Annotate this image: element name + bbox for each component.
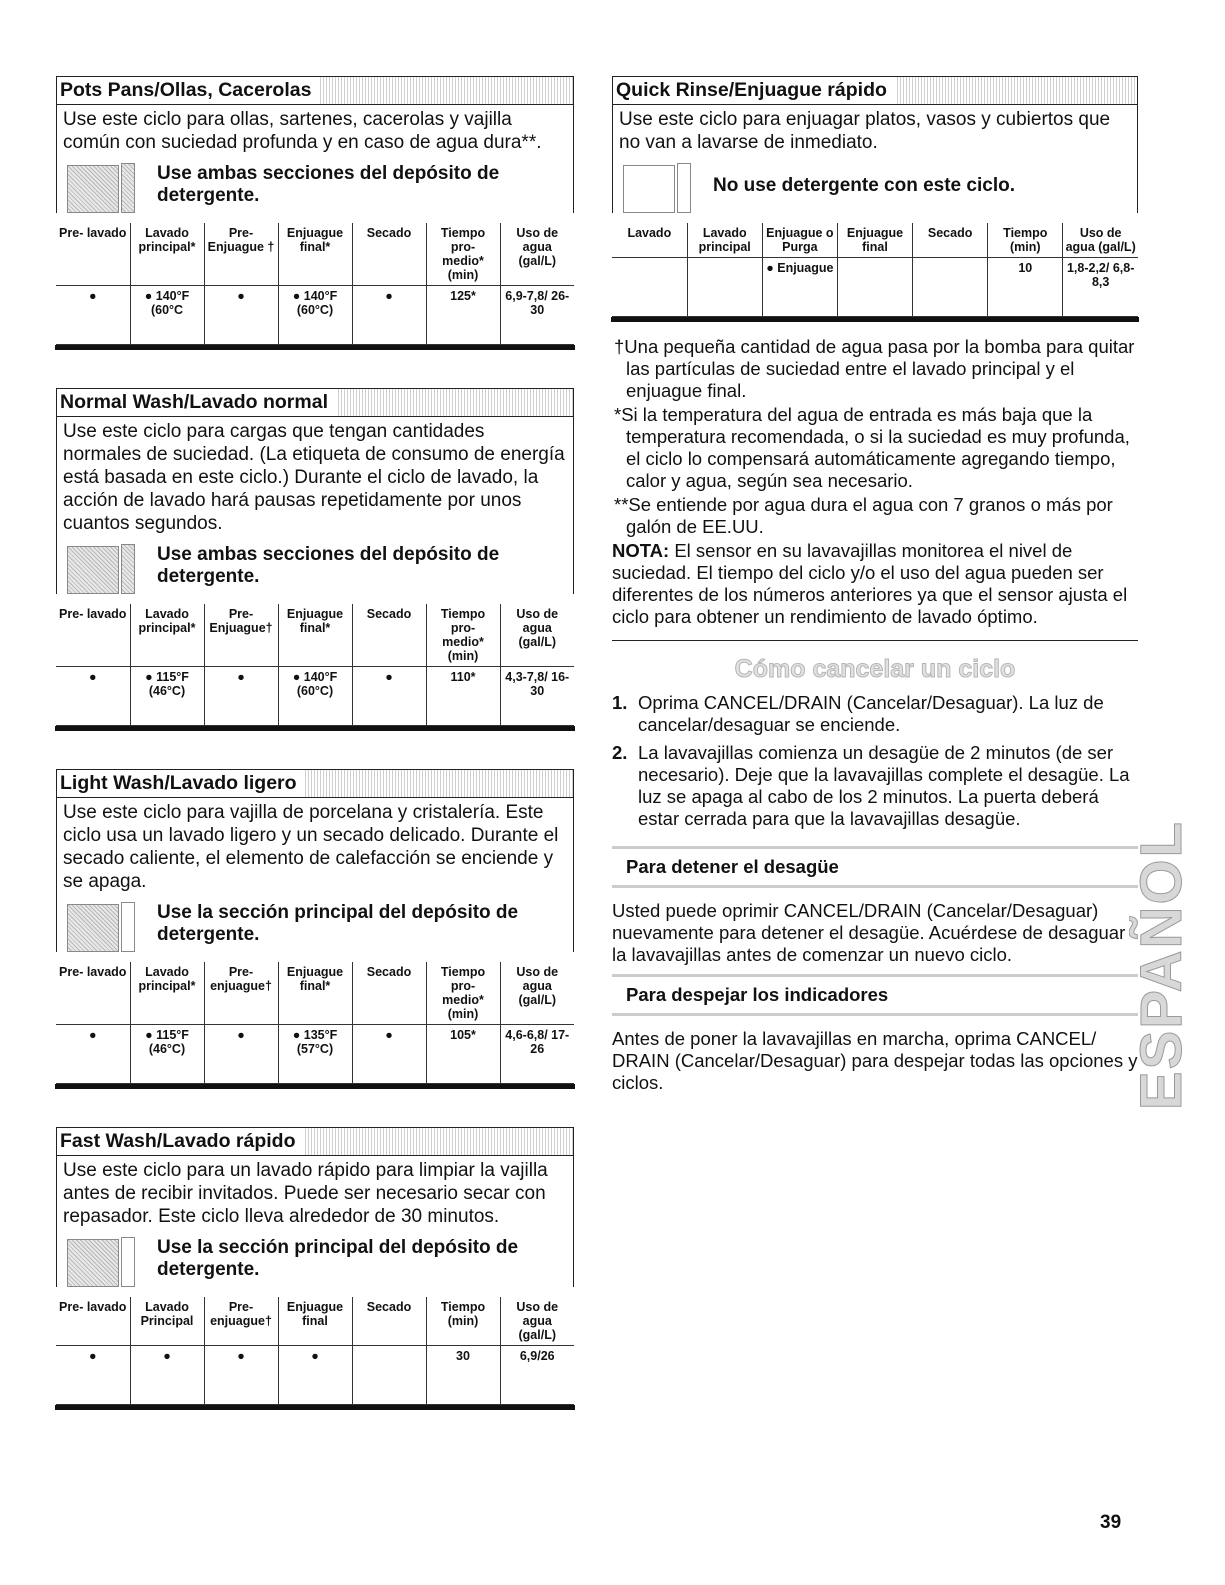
cycle-title: Fast Wash/Lavado rápido	[57, 1128, 304, 1155]
nota-paragraph: NOTA: El sensor en su lavavajillas monitorea el nivel de suciedad. El tiempo del ciclo y/o el uso del agua pueden ser diferentes de los números anteriores ya que el sensor ajusta el ciclo para obtener un rendimiento de lavado óptimo.	[612, 540, 1128, 627]
cancel-steps	[612, 692, 1138, 830]
cycle-table: Pre- lavado Lavado principal* Pre- Enjuague † Enjuague final* Secado Tiempo pro- medio* (min) Uso de agua (gal/L) ● ● 140°F (60°C ● ● 140°F (60°C) ● 125* 6,9-7,8/ 26-30	[56, 223, 574, 345]
dispenser-main-icon	[67, 900, 135, 952]
cycle-pots-pans	[56, 76, 574, 350]
detergent-instruction: Use ambas secciones del depósito de detergente.	[157, 163, 500, 206]
cycle-table: Pre- lavado Lavado principal* Pre- enjuague† Enjuague final* Secado Tiempo pro- medio* (min) Uso de agua (gal/L) ● ● 115°F (46°C) ● ● 135°F (57°C) ● 105* 4,6-6,8/ 17-26	[56, 962, 574, 1084]
cycle-description: Use este ciclo para cargas que tengan cantidades normales de suciedad. (La etiqueta de consumo de energía está basada en este ciclo.) Durante el ciclo de lavado, la acción de lavado hará pausas repetidamente por unos cuantos segundos.	[63, 421, 565, 534]
cycle-title: Quick Rinse/Enjuague rápido	[613, 77, 895, 104]
footnotes	[612, 336, 1138, 628]
cycle-normal-wash	[56, 388, 574, 731]
cycle-table: Pre- lavado Lavado Principal Pre- enjuague† Enjuague final Secado Tiempo (min) Uso de agua (gal/L) ● ● ● ● 30 6,9/26	[56, 1297, 574, 1405]
cycle-description: Use este ciclo para enjuagar platos, vasos y cubiertos que no van a lavarse de inmediato.	[619, 109, 1111, 153]
dispenser-empty-icon	[623, 161, 691, 213]
cycle-table: Pre- lavado Lavado principal* Pre- Enjuague† Enjuague final* Secado Tiempo pro- medio* (min) Uso de agua (gal/L) ● ● 115°F (46°C) ● ● 140°F (60°C) ● 110* 4,3-7,8/ 16-30	[56, 604, 574, 726]
paragraph: Antes de poner la lavavajillas en marcha, oprima CANCEL/ DRAIN (Cancelar/Desaguar) para despejar todas las opciones y ciclos.	[612, 1028, 1138, 1093]
cycle-fast-wash	[56, 1127, 574, 1410]
cycle-description: Use este ciclo para un lavado rápido para limpiar la vajilla antes de recibir invitados. Puede ser necesario secar con repasador. Este ciclo lleva alrededor de 30 minutos.	[63, 1160, 548, 1227]
footnote: **Se entiende por agua dura el agua con 7 granos o más por galón de EE.UU.	[614, 494, 1113, 537]
page-number: 39	[1100, 1512, 1122, 1533]
cycle-title: Normal Wash/Lavado normal	[57, 389, 336, 416]
cycle-light-wash	[56, 769, 574, 1089]
cycle-description: Use este ciclo para ollas, sartenes, cacerolas y vajilla común con suciedad profunda y en caso de agua dura**.	[63, 109, 542, 153]
detergent-instruction: No use detergente con este ciclo.	[713, 175, 1015, 196]
detergent-instruction: Use la sección principal del depósito de detergente.	[157, 1237, 519, 1280]
footnote: †Una pequeña cantidad de agua pasa por la bomba para quitar las partículas de suciedad entre el lavado principal y el enjuague final.	[614, 336, 1135, 401]
cycle-quick-rinse	[612, 76, 1138, 322]
language-tab: ESPAÑOL	[1129, 820, 1194, 1111]
detergent-instruction: Use ambas secciones del depósito de detergente.	[157, 544, 500, 587]
dispenser-both-icon	[67, 542, 135, 594]
footnote: *Si la temperatura del agua de entrada es más baja que la temperatura recomendada, o si la suciedad es muy profunda, el ciclo lo compensará automáticamente agregando tiempo, calor y agua, según sea necesario.	[614, 404, 1130, 491]
subheading: Para despejar los indicadores	[612, 974, 1138, 1016]
section-title: Cómo cancelar un ciclo	[734, 655, 1016, 683]
list-item: 2. La lavavajillas comienza un desagüe de 2 minutos (de ser necesario). Deje que la lavavajillas complete el desagüe. La luz se apaga al cabo de los 2 minutos. La puerta deberá estar cerrada para que la lavavajillas desagüe.	[612, 742, 1130, 829]
list-item: 1. Oprima CANCEL/DRAIN (Cancelar/Desaguar). La luz de cancelar/desaguar se enciende.	[612, 692, 1104, 735]
detergent-instruction: Use la sección principal del depósito de detergente.	[157, 902, 519, 945]
paragraph: Usted puede oprimir CANCEL/DRAIN (Cancelar/Desaguar) nuevamente para detener el desagüe. Acuérdese de desaguar la lavavajillas antes de comenzar un nuevo ciclo.	[612, 900, 1126, 965]
cycle-description: Use este ciclo para vajilla de porcelana y cristalería. Este ciclo usa un lavado ligero y un secado delicado. Durante el secado caliente, el elemento de calefacción se enciende y se apaga.	[63, 802, 559, 892]
cycle-table: Lavado Lavado principal Enjuague o Purga Enjuague final Secado Tiempo (min) Uso de agua (gal/L) ● Enjuague 10 1,8-2,2/ 6,8-8,3	[612, 223, 1138, 317]
cycle-title: Pots Pans/Ollas, Cacerolas	[57, 77, 319, 104]
cycle-title: Light Wash/Lavado ligero	[57, 770, 305, 797]
right-column	[612, 76, 1138, 1102]
dispenser-both-icon	[67, 161, 135, 213]
subheading: Para detener el desagüe	[612, 846, 1138, 888]
left-column	[56, 76, 574, 1448]
dispenser-main-icon	[67, 1235, 135, 1287]
